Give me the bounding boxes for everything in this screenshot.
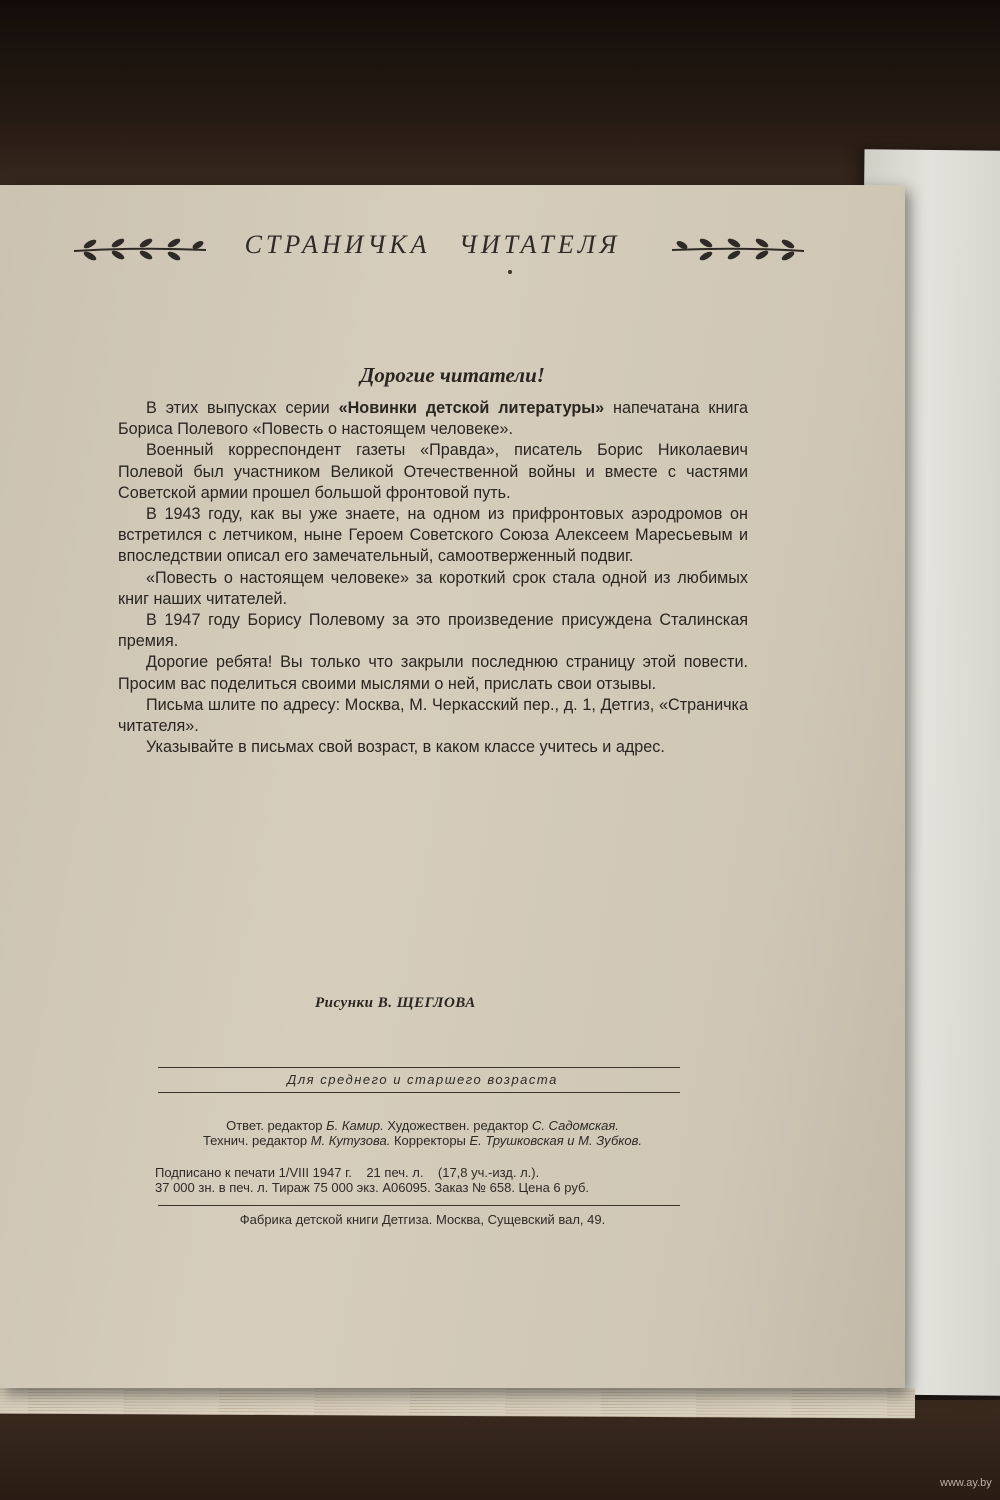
site-watermark: www.ay.by bbox=[940, 1477, 992, 1489]
book-page bbox=[0, 185, 905, 1388]
credit-name: Б. Камир. bbox=[326, 1118, 384, 1133]
paragraph-text: В этих выпусках серии bbox=[146, 399, 339, 417]
page-title: СТРАНИЧКА ЧИТАТЕЛЯ bbox=[244, 230, 621, 259]
illustrator-credit: Рисунки В. ЩЕГЛОВА bbox=[315, 995, 476, 1011]
table-background bbox=[0, 0, 1000, 200]
factory-address: Фабрика детской книги Детгиза. Москва, Сущевский вал, 49. bbox=[239, 1212, 606, 1227]
paragraph-text: напечатана книга Бориса Полевого «Повесть о настоящем человеке». bbox=[118, 399, 748, 439]
credit-label: Технич. редактор bbox=[202, 1133, 311, 1148]
signed-date: Подписано к печати 1/VIII 1947 г. bbox=[155, 1165, 352, 1180]
ink-dot bbox=[508, 270, 512, 274]
letter-paragraph bbox=[118, 398, 748, 440]
publication-details bbox=[155, 1165, 690, 1195]
letter-paragraph: В 1943 году, как вы уже знаете, на одном из прифронтовых аэродромов он встретился с летчиком, ныне Героем Советского Союза Алексеем Маресьевым и впоследствии описал его замечательный, самоотверженный подвиг. bbox=[118, 505, 748, 566]
editorial-credits bbox=[155, 1118, 690, 1148]
letter-paragraph: Письма шлите по адресу: Москва, М. Черкасский пер., д. 1, Детгиз, «Страничка читателя». bbox=[118, 695, 748, 736]
divider-rule bbox=[158, 1205, 680, 1206]
series-name: «Новинки детской литературы» bbox=[338, 399, 605, 417]
credit-name: М. Кутузова. bbox=[310, 1133, 391, 1148]
age-group: Для среднего и старшего возраста bbox=[287, 1072, 558, 1087]
letter-paragraph: Военный корреспондент газеты «Правда», писатель Борис Николаевич Полевой был участником Великой Отечественной войны и вместе с частями Советской армии прошел большой фронтовой путь. bbox=[118, 441, 748, 502]
credit-label: Ответ. редактор bbox=[226, 1118, 327, 1133]
sheet-count: 21 печ. л. bbox=[366, 1165, 424, 1180]
credit-name: Е. Трушковская и М. Зубков. bbox=[469, 1133, 643, 1148]
divider-rule bbox=[158, 1067, 680, 1068]
print-line bbox=[155, 1165, 690, 1180]
letter-paragraph: В 1947 году Борису Полевому за это произведение присуждена Сталинская премия. bbox=[118, 611, 748, 651]
credit-name: С. Садомская. bbox=[531, 1118, 619, 1133]
credit-label: Художествен. редактор bbox=[383, 1118, 532, 1133]
letter-paragraph: Указывайте в письмах свой возраст, в каком классе учитесь и адрес. bbox=[146, 738, 665, 757]
credit-line bbox=[155, 1133, 690, 1148]
letter-greeting: Дорогие читатели! bbox=[360, 363, 545, 387]
sheet-detail: (17,8 уч.-изд. л.). bbox=[437, 1165, 540, 1180]
laurel-branch-icon bbox=[668, 236, 808, 262]
letter-paragraph: «Повесть о настоящем человеке» за короткий срок стала одной из любимых книг наших читателей. bbox=[118, 568, 748, 608]
page-stack-edges bbox=[0, 1384, 915, 1419]
letter-body bbox=[118, 398, 748, 758]
page-header bbox=[0, 230, 865, 270]
print-run: 37 000 зн. в печ. л. Тираж 75 000 экз. А06095. Заказ № 658. Цена 6 руб. bbox=[155, 1180, 590, 1195]
letter-paragraph: Дорогие ребята! Вы только что закрыли последнюю страницу этой повести. Просим вас поделиться своими мыслями о ней, прислать свои отзывы. bbox=[118, 653, 748, 693]
credit-label: Корректоры bbox=[390, 1133, 470, 1148]
credit-line bbox=[155, 1118, 690, 1133]
divider-rule bbox=[158, 1092, 680, 1093]
